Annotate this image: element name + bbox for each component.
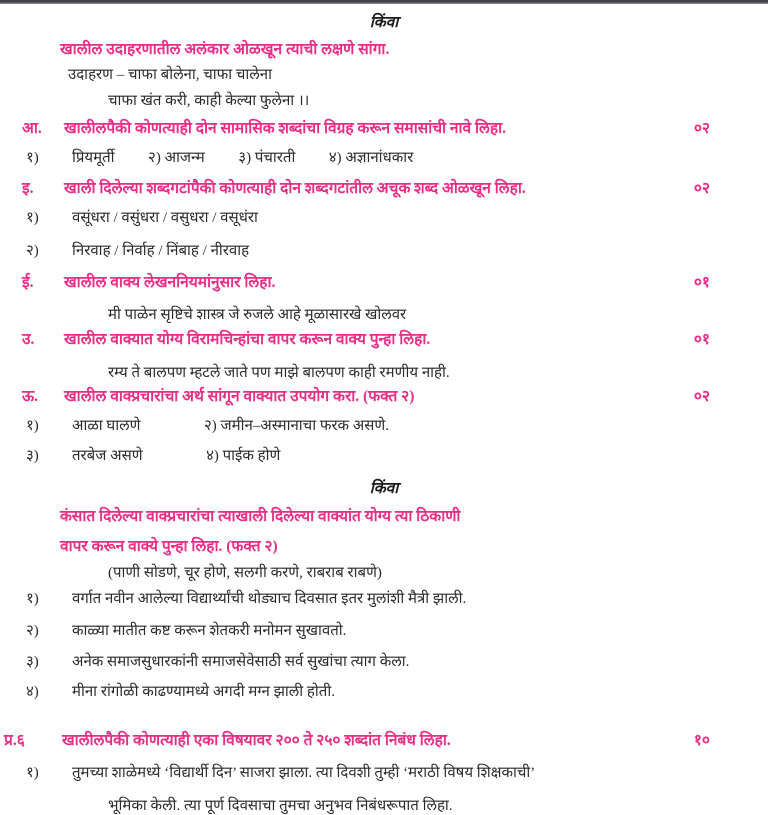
section-u-marks: ०१ bbox=[693, 331, 710, 348]
item-text: काळ्या मातीत कष्ट करून शेतकरी मनोमन सुखावतो. bbox=[72, 623, 347, 639]
or-label-top: किंवा bbox=[369, 14, 399, 31]
item-number: २) bbox=[26, 623, 39, 639]
alternate-sentence-3 bbox=[0, 655, 768, 670]
section-uu-pair-2 bbox=[0, 449, 768, 464]
phrase-pair bbox=[72, 449, 768, 464]
item-text: निरवाह / निर्वाह / निंबाह / नीरवाह bbox=[72, 243, 250, 259]
option-number-2: २) bbox=[148, 150, 161, 166]
item-text: वर्गात नवीन आलेल्या विद्यार्थ्यांची थोड्याच दिवसात इतर मुलांशी मैत्री झाली. bbox=[72, 591, 467, 607]
option-text-3: पंचारती bbox=[254, 150, 296, 166]
alternate-prompt-line-1: कंसात दिलेल्या वाक्प्रचारांचा त्याखाली दिलेल्या वाक्यांत योग्य त्या ठिकाणी bbox=[60, 508, 461, 525]
question-6-marks: १० bbox=[693, 732, 710, 749]
section-i-prompt: खाली दिलेल्या शब्दगटांपैकी कोणत्याही दोन शब्दगटांतील अचूक शब्द ओळखून लिहा. bbox=[64, 180, 526, 197]
option-text-1: प्रियमूर्ती bbox=[72, 150, 115, 166]
alankar-example-line-1: उदाहरण – चाफा बोलेना, चाफा चालेना bbox=[68, 67, 272, 83]
section-i bbox=[0, 181, 768, 197]
item-number: १) bbox=[26, 765, 39, 781]
item-text: मीना रांगोळी काढण्यामध्ये अगदी मग्न झाली होती. bbox=[72, 684, 335, 700]
item-number-2: २) bbox=[203, 418, 217, 434]
item-text: अनेक समाजसुधारकांनी समाजसेवेसाठी सर्व सुखांचा त्याग केला. bbox=[72, 654, 410, 670]
phrase-text-1: तरबेज असणे bbox=[72, 448, 143, 464]
alternate-sentence-2 bbox=[0, 624, 768, 639]
item-number: ४) bbox=[26, 684, 39, 700]
section-i-item-1 bbox=[0, 211, 768, 226]
section-aa bbox=[0, 121, 768, 137]
question-6-item-1-line-2: भूमिका केली. त्या पूर्ण दिवसाचा तुमचा अनुभव निबंधरूपात लिहा. bbox=[108, 798, 453, 814]
section-ii-prompt: खालील वाक्य लेखननियमांनुसार लिहा. bbox=[64, 274, 276, 291]
option-number-4: ४) bbox=[328, 150, 342, 166]
item-number: १) bbox=[26, 591, 39, 607]
section-u-prompt: खालील वाक्यात योग्य विरामचिन्हांचा वापर करून वाक्य पुन्हा लिहा. bbox=[64, 331, 431, 348]
section-uu bbox=[0, 389, 768, 405]
question-6-prompt: खालीलपैकी कोणत्याही एका विषयावर २०० ते २५० शब्दांत निबंध लिहा. bbox=[62, 732, 451, 749]
section-uu-label: ऊ. bbox=[22, 388, 39, 405]
item-number: २) bbox=[26, 243, 39, 259]
option-row bbox=[72, 151, 768, 166]
question-6 bbox=[0, 733, 768, 749]
section-ii-sentence: मी पाळेन सृष्टिचे शास्त्र जे रुजले आहे मूळासारखे खोलवर bbox=[108, 307, 407, 323]
option-text-4: अज्ञानांधकार bbox=[345, 150, 414, 166]
section-uu-pair-1 bbox=[0, 419, 768, 434]
alankar-example-line-2: चाफा खंत करी, काही केल्या फुलेना ।। bbox=[108, 93, 310, 109]
item-number: १) bbox=[26, 418, 39, 434]
section-uu-marks: ०२ bbox=[693, 388, 710, 405]
item-number: ३) bbox=[26, 448, 39, 464]
section-ii-marks: ०१ bbox=[693, 274, 710, 291]
or-label-middle: किंवा bbox=[369, 480, 399, 497]
item-text-line-1: तुमच्या शाळेमध्ये ‘विद्यार्थी दिन’ साजरा झाला. त्या दिवशी तुम्ही ‘मराठी विषय शिक्षकाची’ bbox=[72, 765, 536, 781]
phrase-text-1: आळा घालणे bbox=[72, 418, 141, 434]
item-text: वसूंधरा / वसुंधरा / वसुधरा / वसूधंरा bbox=[72, 210, 258, 226]
paper-sheet bbox=[0, 4, 768, 815]
item-number: १) bbox=[26, 210, 39, 226]
option-number-3: ३) bbox=[238, 150, 252, 166]
section-i-marks: ०२ bbox=[693, 180, 710, 197]
alankar-prompt: खालील उदाहरणातील अलंकार ओळखून त्याची लक्षणे सांगा. bbox=[60, 41, 390, 58]
item-number: ३) bbox=[26, 654, 39, 670]
alternate-prompt-line-2: वापर करून वाक्ये पुन्हा लिहा. (फक्त २) bbox=[60, 538, 278, 555]
section-aa-label: आ. bbox=[22, 120, 42, 137]
section-u-sentence: रम्य ते बालपण म्हटले जाते पण माझे बालपण काही रमणीय नाही. bbox=[108, 365, 450, 381]
section-ii-label: ई. bbox=[22, 274, 34, 291]
item-number-2: ४) bbox=[206, 448, 219, 464]
option-number-1: १) bbox=[26, 150, 39, 166]
phrase-bank: (पाणी सोडणे, चूर होणे, सलगी करणे, राबराब राबणे) bbox=[108, 565, 382, 581]
question-6-item-1 bbox=[0, 766, 768, 781]
section-i-label: इ. bbox=[22, 180, 34, 197]
question-6-label: प्र.६ bbox=[4, 732, 25, 749]
section-ii bbox=[0, 275, 768, 291]
option-text-2: आजन्म bbox=[164, 150, 205, 166]
section-aa-options bbox=[0, 151, 768, 166]
section-aa-prompt: खालीलपैकी कोणत्याही दोन सामासिक शब्दांचा विग्रह करून समासांची नावे लिहा. bbox=[64, 120, 507, 137]
section-aa-marks: ०२ bbox=[693, 120, 710, 137]
section-u bbox=[0, 332, 768, 348]
alternate-sentence-1 bbox=[0, 592, 768, 607]
section-i-item-2 bbox=[0, 244, 768, 259]
section-uu-prompt: खालील वाक्प्रचारांचा अर्थ सांगून वाक्यात उपयोग करा. (फक्त २) bbox=[64, 388, 415, 405]
phrase-text-2: पाईक होणे bbox=[222, 448, 281, 464]
phrase-pair bbox=[72, 419, 768, 434]
alternate-sentence-4 bbox=[0, 685, 768, 700]
section-u-label: उ. bbox=[22, 331, 35, 348]
phrase-text-2: जमीन–अस्मानाचा फरक असणे. bbox=[220, 418, 389, 434]
